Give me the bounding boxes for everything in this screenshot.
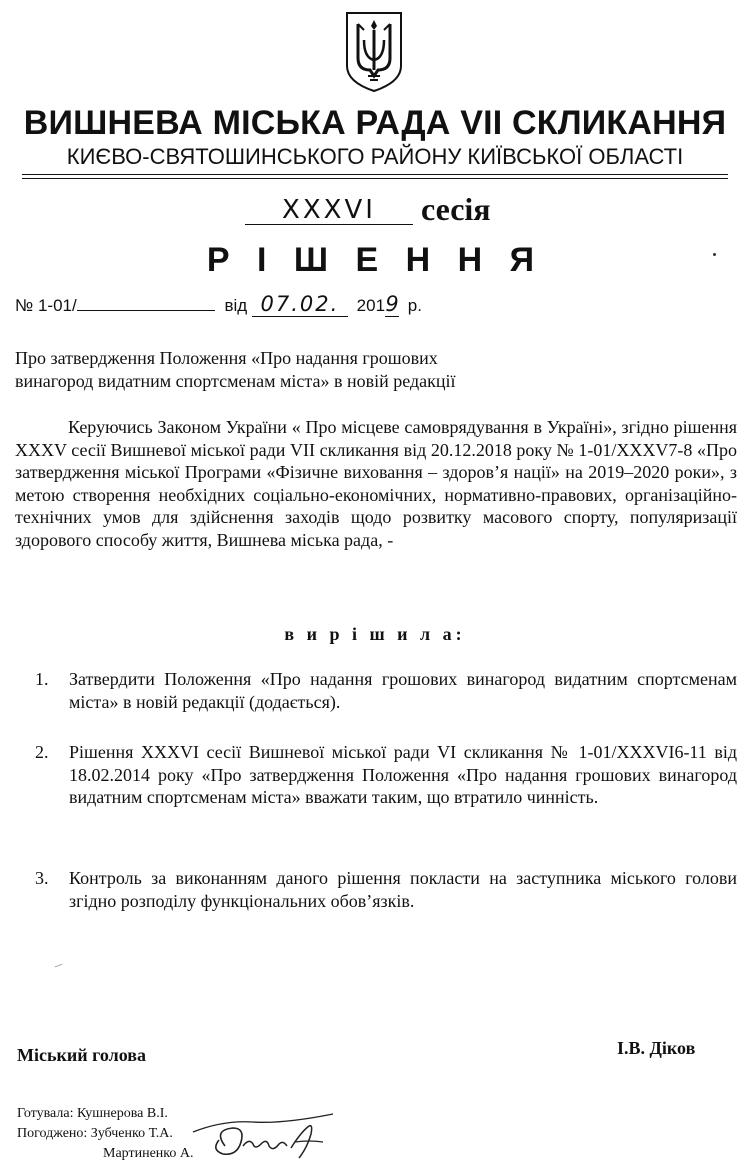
decision-subject xyxy=(15,347,575,393)
header-divider xyxy=(22,174,728,175)
council-name: ВИШНЕВА МІСЬКА РАДА VII СКЛИКАННЯ xyxy=(23,104,727,142)
resolution-item xyxy=(35,668,737,713)
coat-of-arms-icon xyxy=(344,10,404,94)
decision-date: 07.02. xyxy=(252,292,348,317)
subject-line-1: Про затвердження Положення «Про надання грошових xyxy=(15,348,438,368)
signatory-name: І.В. Діков xyxy=(617,1038,696,1058)
from-label: від xyxy=(224,296,248,315)
item-number: 3. xyxy=(35,868,49,888)
resolution-item xyxy=(35,867,737,912)
year-digit: 9 xyxy=(385,292,399,316)
agreed-by: Погоджено: Зубченко Т.А. xyxy=(17,1126,173,1141)
signatory-title: Міський голова xyxy=(17,1045,146,1065)
header-divider-second xyxy=(22,178,728,179)
item-text: Контроль за виконанням даного рішення покласти на заступника міського голови згідно розподілу функціональних обов’язків. xyxy=(69,868,737,911)
year-suffix: р. xyxy=(407,296,422,315)
number-blank xyxy=(77,292,215,311)
preamble-paragraph: Керуючись Законом України « Про місцеве самоврядування в Україні», згідно рішення XXXV сесії Вишневої міської ради VII скликання від 20.12.2018 року № 1-01/XXXV7-8 «Про затвердження міської Програми «Фізичне виховання – здоров’я нації» на 2019–2020 роки», з метою створення необхідних соціально-економічних, нормативно-правових, організаційно-технічних умов для здійснення заходів щодо розвитку масового спорту, популяризації здорового способу життя, Вишнева міська рада, - xyxy=(15,417,737,550)
resolution-item xyxy=(35,741,737,809)
session-label: сесія xyxy=(421,191,491,227)
document-title: Р І Ш Е Н Н Я xyxy=(206,241,544,279)
number-prefix: № 1-01/ xyxy=(15,296,77,315)
item-text: Рішення XXXVI сесії Вишневої міської ради VI скликання № 1-01/XXXVI6-11 від 18.02.2014 року «Про затвердження Положення «Про надання грошових винагород видатним спортсменам міста» вважати таким, що втратило чинність. xyxy=(69,742,737,807)
stray-mark xyxy=(55,964,64,970)
decision-number-line xyxy=(15,292,422,320)
subject-line-2: винагород видатним спортсменам міста» в новій редакції xyxy=(15,371,456,391)
resolved-heading: в и р і ш и л а: xyxy=(284,624,466,644)
session-line xyxy=(245,188,545,228)
agreed-by-second: Мартиненко А. xyxy=(103,1146,194,1161)
item-number: 2. xyxy=(35,742,49,762)
session-number: XXXVI xyxy=(245,188,413,225)
item-number: 1. xyxy=(35,669,49,689)
item-text: Затвердити Положення «Про надання грошових винагород видатним спортсменам міста» в новій редакції (додається). xyxy=(69,669,737,712)
ink-speck xyxy=(713,253,716,256)
prepared-by: Готувала: Кушнерова В.І. xyxy=(17,1106,168,1121)
handwritten-signature xyxy=(183,1102,343,1166)
district-name: КИЄВО-СВЯТОШИНСЬКОГО РАЙОНУ КИЇВСЬКОЇ ОБЛАСТІ xyxy=(66,144,684,169)
year-prefix: 201 xyxy=(356,296,386,315)
